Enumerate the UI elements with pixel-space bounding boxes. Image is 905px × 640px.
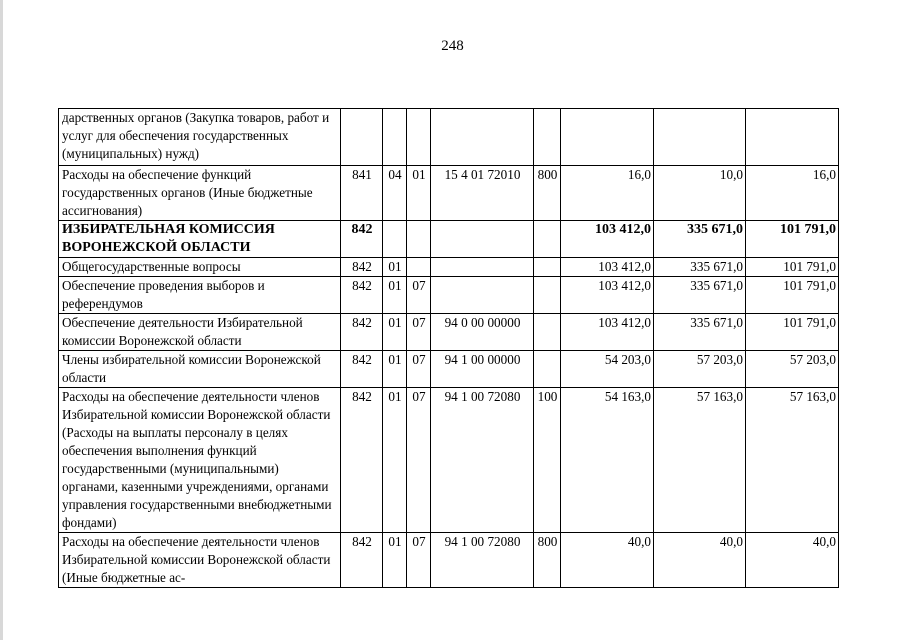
table-row [59,351,839,388]
table-row [59,109,839,166]
table-row [59,221,839,258]
cell-vr: 100 [534,388,561,533]
cell-name: Общегосударственные вопросы [59,258,341,277]
cell-y3 [746,109,839,166]
cell-pr [407,221,431,258]
cell-grbs: 841 [341,166,383,221]
scan-edge [0,0,3,640]
cell-vr [534,277,561,314]
table-row [59,277,839,314]
cell-rz [383,109,407,166]
cell-y1: 16,0 [561,166,654,221]
table-row [59,314,839,351]
cell-rz: 01 [383,258,407,277]
cell-csr: 94 1 00 72080 [431,533,534,588]
cell-y2: 335 671,0 [654,221,746,258]
budget-table [58,108,839,588]
cell-rz: 04 [383,166,407,221]
cell-name: Обеспечение деятельности Избирательной комиссии Воронежской области [59,314,341,351]
cell-pr: 01 [407,166,431,221]
cell-y2 [654,109,746,166]
cell-name: ИЗБИРАТЕЛЬНАЯ КОМИССИЯ ВОРОНЕЖСКОЙ ОБЛАСТИ [59,221,341,258]
cell-vr [534,351,561,388]
cell-name: Расходы на обеспечение деятельности членов Избирательной комиссии Воронежской области (Расходы на выплаты персоналу в целях обеспечения выполнения функций государственными (муниципальными) органами, казенными учреждениями, органами управления государственными внебюджетными фондами) [59,388,341,533]
cell-y1 [561,109,654,166]
cell-grbs: 842 [341,533,383,588]
cell-name: дарственных органов (Закупка товаров, работ и услуг для обеспечения государственных (муниципальных) нужд) [59,109,341,166]
table-row [59,533,839,588]
cell-pr: 07 [407,388,431,533]
cell-y2: 335 671,0 [654,258,746,277]
table-row [59,258,839,277]
cell-y3: 57 203,0 [746,351,839,388]
cell-csr [431,109,534,166]
cell-vr [534,109,561,166]
page-number: 248 [441,38,464,54]
cell-pr: 07 [407,314,431,351]
cell-vr: 800 [534,533,561,588]
cell-grbs: 842 [341,258,383,277]
cell-y3: 101 791,0 [746,258,839,277]
cell-pr [407,109,431,166]
cell-y1: 103 412,0 [561,258,654,277]
cell-vr [534,258,561,277]
cell-rz: 01 [383,388,407,533]
cell-name: Расходы на обеспечение деятельности членов Избирательной комиссии Воронежской области (Иные бюджетные ас- [59,533,341,588]
cell-y3: 101 791,0 [746,221,839,258]
cell-pr: 07 [407,351,431,388]
cell-y1: 54 203,0 [561,351,654,388]
cell-grbs: 842 [341,351,383,388]
cell-name: Обеспечение проведения выборов и референдумов [59,277,341,314]
cell-grbs: 842 [341,314,383,351]
cell-pr: 07 [407,277,431,314]
cell-csr: 94 0 00 00000 [431,314,534,351]
table-row [59,388,839,533]
cell-vr [534,221,561,258]
cell-y2: 10,0 [654,166,746,221]
cell-csr: 15 4 01 72010 [431,166,534,221]
cell-pr [407,258,431,277]
cell-y2: 40,0 [654,533,746,588]
cell-y3: 40,0 [746,533,839,588]
cell-grbs: 842 [341,388,383,533]
cell-grbs: 842 [341,277,383,314]
cell-csr [431,221,534,258]
cell-rz: 01 [383,314,407,351]
cell-vr [534,314,561,351]
cell-csr [431,258,534,277]
table-row [59,166,839,221]
cell-y1: 103 412,0 [561,277,654,314]
cell-csr [431,277,534,314]
cell-y1: 40,0 [561,533,654,588]
cell-y1: 103 412,0 [561,314,654,351]
cell-rz: 01 [383,277,407,314]
cell-grbs: 842 [341,221,383,258]
cell-y3: 101 791,0 [746,277,839,314]
cell-csr: 94 1 00 72080 [431,388,534,533]
cell-rz: 01 [383,533,407,588]
cell-y2: 335 671,0 [654,277,746,314]
cell-y3: 16,0 [746,166,839,221]
cell-name: Члены избирательной комиссии Воронежской области [59,351,341,388]
cell-y3: 101 791,0 [746,314,839,351]
cell-rz: 01 [383,351,407,388]
cell-pr: 07 [407,533,431,588]
cell-y3: 57 163,0 [746,388,839,533]
cell-y2: 57 163,0 [654,388,746,533]
cell-grbs [341,109,383,166]
cell-rz [383,221,407,258]
cell-name: Расходы на обеспечение функций государственных органов (Иные бюджетные ассигнования) [59,166,341,221]
cell-vr: 800 [534,166,561,221]
cell-csr: 94 1 00 00000 [431,351,534,388]
cell-y1: 103 412,0 [561,221,654,258]
cell-y2: 57 203,0 [654,351,746,388]
cell-y1: 54 163,0 [561,388,654,533]
cell-y2: 335 671,0 [654,314,746,351]
